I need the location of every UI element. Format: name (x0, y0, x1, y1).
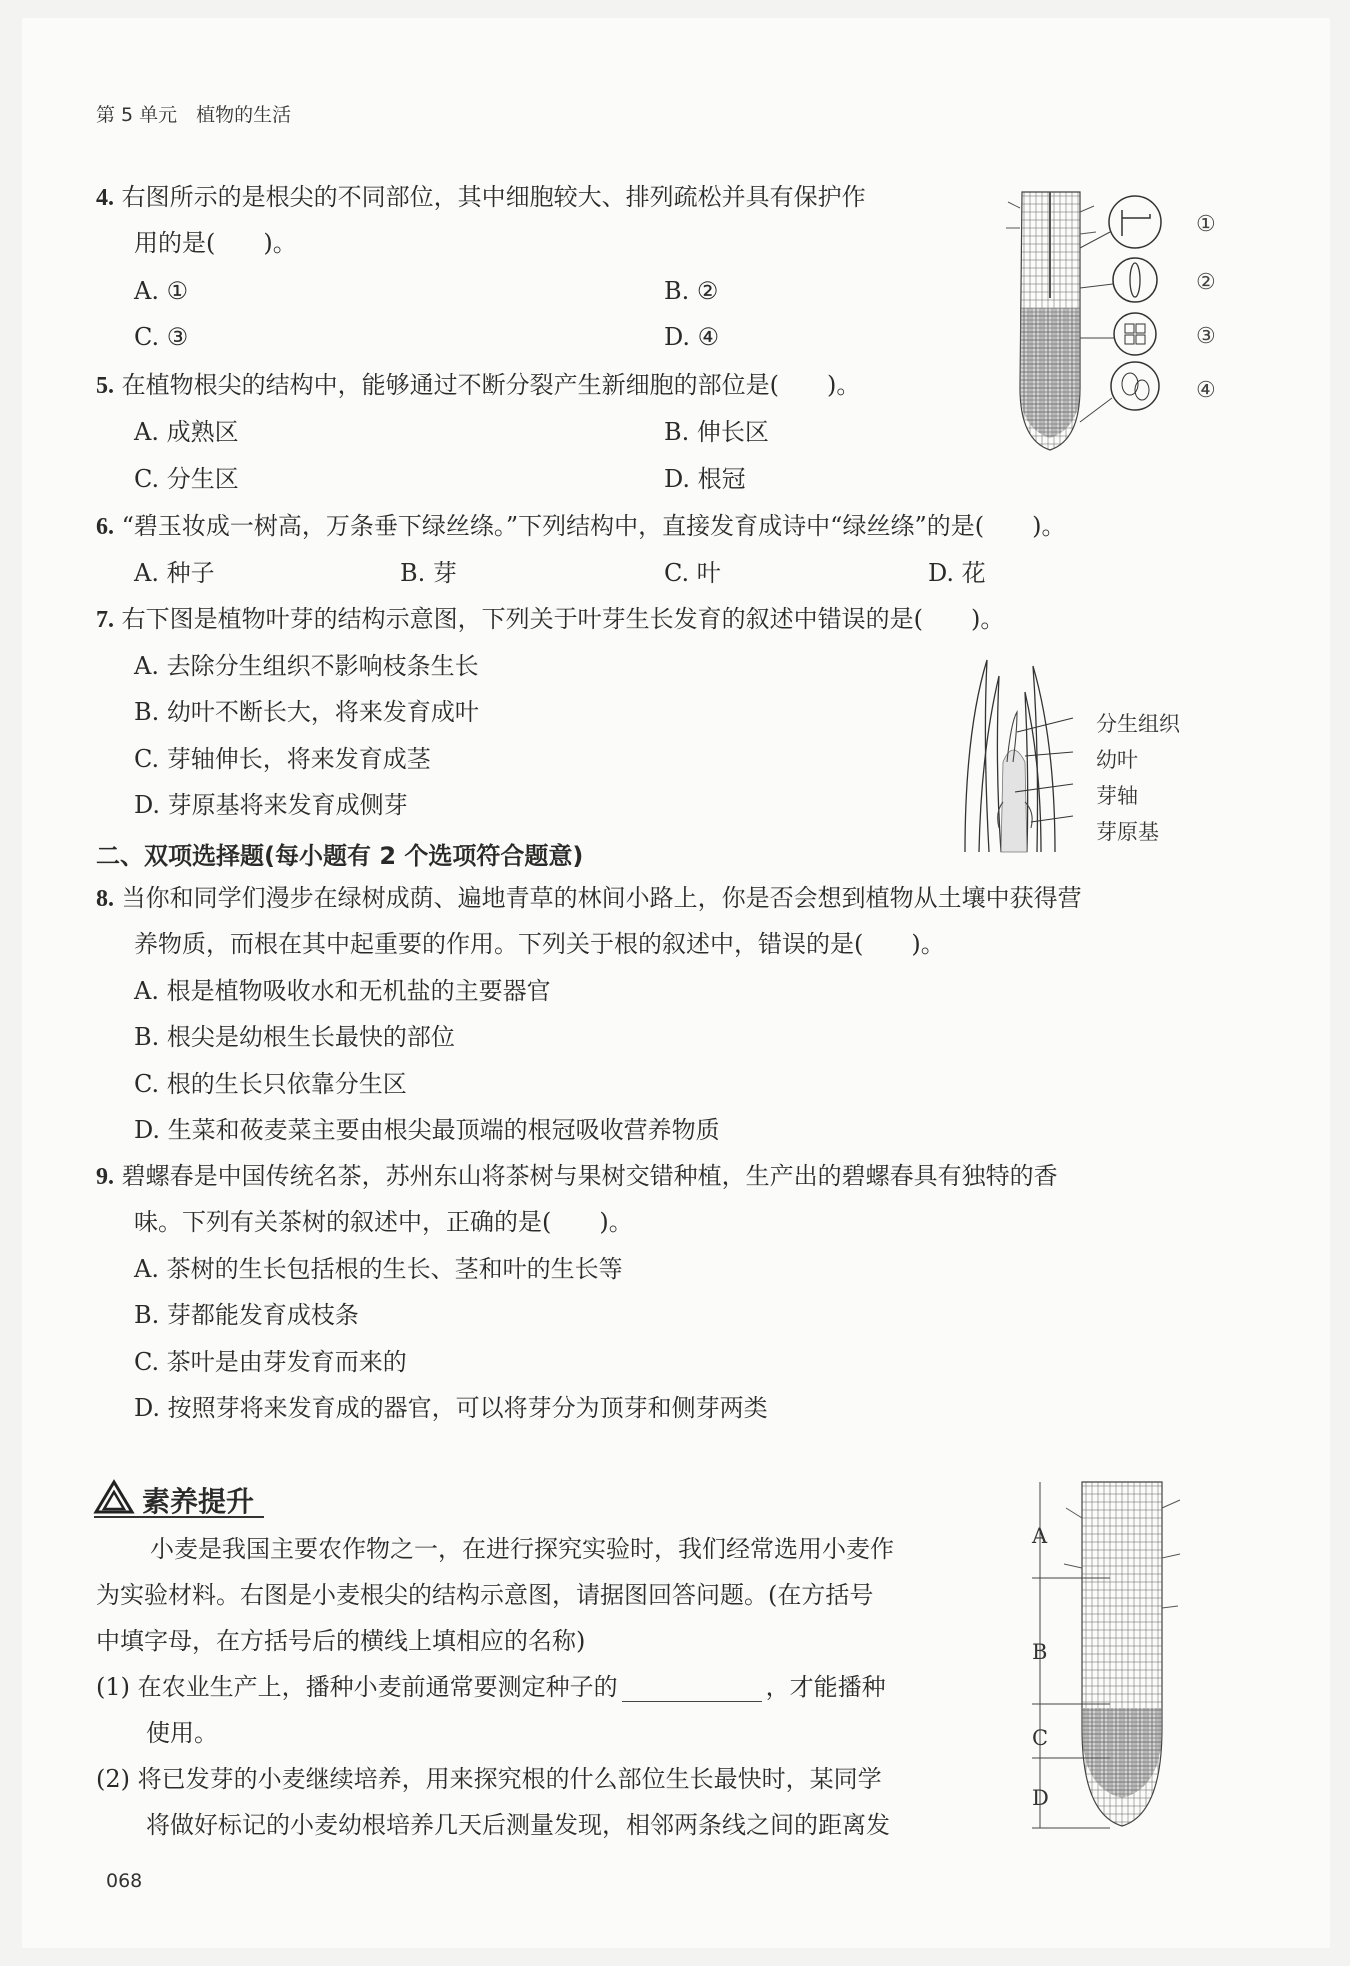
subquestion-2-line2: 将做好标记的小麦幼根培养几天后测量发现，相邻两条线之间的距离发 (146, 1811, 890, 1839)
question-number: 4. (96, 185, 114, 211)
subquestion-2: (2) 将已发芽的小麦继续培养，用来探究根的什么部位生长最快时，某同学 (96, 1765, 882, 1793)
question-text: 右下图是植物叶芽的结构示意图，下列关于叶芽生长发育的叙述中错误的是( )。 (121, 605, 1005, 633)
root-label-1: ① (1196, 212, 1216, 237)
question-8-line2: 养物质，而根在其中起重要的作用。下列关于根的叙述中，错误的是( )。 (134, 930, 945, 958)
root-label-4: ④ (1196, 378, 1216, 403)
option-d[interactable]: D. ④ (664, 323, 720, 351)
subquestion-1-line2: 使用。 (146, 1719, 218, 1747)
question-number: 9. (96, 1164, 114, 1190)
warning-triangle-icon (94, 1480, 134, 1514)
wheat-root-diagram (1020, 1478, 1220, 1838)
question-number: 5. (96, 373, 114, 399)
root-label-2: ② (1196, 270, 1216, 295)
leaf-bud-diagram (955, 652, 1095, 862)
option-a[interactable]: A. ① (134, 277, 189, 305)
section-heading: 二、双项选择题(每小题有 2 个选项符合题意) (96, 842, 584, 870)
question-9-line2: 味。下列有关茶树的叙述中，正确的是( )。 (134, 1208, 633, 1236)
question-text: 右图所示的是根尖的不同部位，其中细胞较大、排列疏松并具有保护作 (121, 183, 866, 211)
option-c[interactable]: C. 根的生长只依靠分生区 (134, 1070, 407, 1098)
option-a[interactable]: A. 去除分生组织不影响枝条生长 (134, 652, 479, 680)
subquestion-1 (96, 1672, 886, 1702)
suyang-intro: 中填字母，在方括号后的横线上填相应的名称) (96, 1627, 586, 1655)
page-number: 068 (106, 1870, 143, 1892)
option-d[interactable]: D. 按照芽将来发育成的器官，可以将芽分为顶芽和侧芽两类 (134, 1394, 768, 1422)
bud-label-bud-axis: 芽轴 (1096, 784, 1138, 808)
question-4-line2: 用的是( )。 (134, 229, 297, 257)
option-b[interactable]: B. 伸长区 (664, 418, 769, 446)
option-d[interactable]: D. 生菜和莜麦菜主要由根尖最顶端的根冠吸收营养物质 (134, 1116, 720, 1144)
option-c[interactable]: C. 分生区 (134, 465, 239, 493)
option-d[interactable]: D. 花 (928, 559, 986, 587)
bud-label-young-leaf: 幼叶 (1096, 748, 1138, 772)
subquestion-text: (1) 在农业生产上，播种小麦前通常要测定种子的 (96, 1673, 618, 1701)
option-b[interactable]: B. 幼叶不断长大，将来发育成叶 (134, 698, 479, 726)
root-label-3: ③ (1196, 324, 1216, 349)
option-c[interactable]: C. 芽轴伸长，将来发育成茎 (134, 745, 431, 773)
question-9 (96, 1161, 1058, 1192)
option-b[interactable]: B. 芽 (400, 559, 457, 587)
option-b[interactable]: B. 根尖是幼根生长最快的部位 (134, 1023, 455, 1051)
question-6 (96, 511, 1065, 542)
zone-label-c: C (1032, 1726, 1049, 1750)
zone-label-a: A (1032, 1524, 1048, 1548)
option-b[interactable]: B. 芽都能发育成枝条 (134, 1301, 359, 1329)
zone-label-b: B (1032, 1640, 1048, 1664)
option-a[interactable]: A. 根是植物吸收水和无机盐的主要器官 (134, 977, 551, 1005)
question-number: 7. (96, 607, 114, 633)
subquestion-text: ，才能播种 (765, 1673, 886, 1701)
question-number: 8. (96, 886, 114, 912)
title-underline (94, 1516, 264, 1518)
question-text: “碧玉妆成一树高，万条垂下绿丝绦。”下列结构中，直接发育成诗中“绿丝绦”的是( )。 (121, 512, 1066, 540)
question-number: 6. (96, 514, 114, 540)
option-c[interactable]: C. 叶 (664, 559, 721, 587)
answer-blank[interactable] (622, 1675, 762, 1702)
option-a[interactable]: A. 成熟区 (134, 418, 239, 446)
question-8 (96, 883, 1082, 914)
question-text: 碧螺春是中国传统名茶，苏州东山将茶树与果树交错种植，生产出的碧螺春具有独特的香 (121, 1162, 1058, 1190)
question-5 (96, 370, 860, 401)
suyang-intro: 小麦是我国主要农作物之一，在进行探究实验时，我们经常选用小麦作 (150, 1535, 894, 1563)
bud-label-bud-primordium: 芽原基 (1096, 820, 1159, 844)
question-text: 当你和同学们漫步在绿树成荫、遍地青草的林间小路上，你是否会想到植物从土壤中获得营 (121, 884, 1082, 912)
option-a[interactable]: A. 种子 (134, 559, 215, 587)
option-b[interactable]: B. ② (664, 277, 719, 305)
option-a[interactable]: A. 茶树的生长包括根的生长、茎和叶的生长等 (134, 1255, 623, 1283)
question-7 (96, 604, 1004, 635)
question-4 (96, 182, 866, 213)
option-d[interactable]: D. 芽原基将来发育成侧芽 (134, 791, 408, 819)
option-d[interactable]: D. 根冠 (664, 465, 746, 493)
page-header: 第 5 单元 植物的生活 (96, 104, 292, 126)
option-c[interactable]: C. 茶叶是由芽发育而来的 (134, 1348, 407, 1376)
option-c[interactable]: C. ③ (134, 323, 189, 351)
zone-label-d: D (1032, 1786, 1049, 1810)
question-text: 在植物根尖的结构中，能够通过不断分裂产生新细胞的部位是( )。 (121, 371, 861, 399)
bud-label-meristem: 分生组织 (1096, 712, 1180, 736)
suyang-title: 素养提升 (142, 1485, 255, 1518)
suyang-intro: 为实验材料。右图是小麦根尖的结构示意图，请据图回答问题。(在方括号 (96, 1581, 874, 1609)
